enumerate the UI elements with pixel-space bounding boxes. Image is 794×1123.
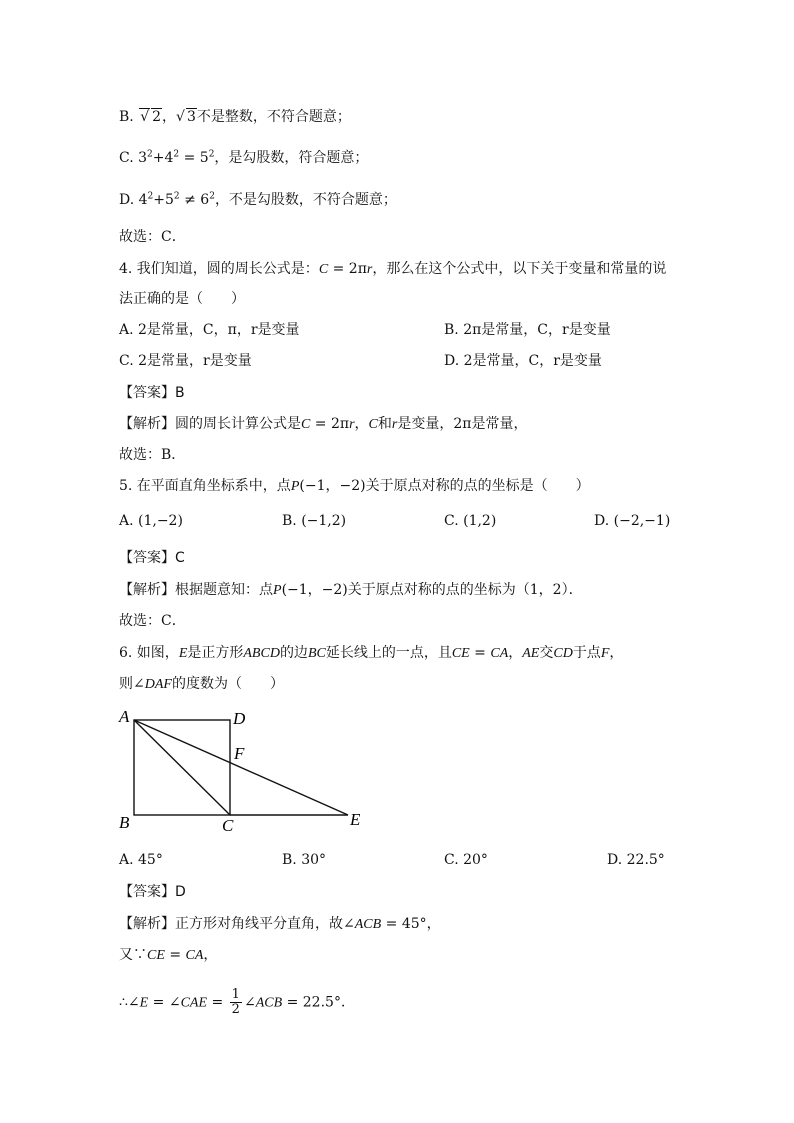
- q4-analysis: 【解析】圆的周长计算公式是C = 2πr，C和r是变量，2π是常量，: [119, 416, 528, 432]
- q4-answer: 【答案】B: [119, 385, 185, 401]
- q6-option-b: B. 30°: [282, 852, 327, 868]
- label-a: A: [119, 707, 130, 726]
- q3-option-c: C. $3^2+4^2 = 5^2$，是勾股数，符合题意；: [119, 149, 369, 166]
- label-e: E: [350, 810, 361, 829]
- q4-option-a: A. 2是常量，C，π，r是变量: [119, 322, 300, 338]
- q5-option-b: B. (−1,2): [282, 513, 347, 529]
- q5-choice: 故选：C．: [119, 613, 186, 629]
- q5-option-d: D. (−2,−1): [594, 513, 671, 529]
- q4-choice: 故选：B．: [119, 447, 186, 463]
- q6-stem-line2: 则∠DAF的度数为（ ）: [119, 676, 284, 692]
- label-b: B: [119, 813, 130, 832]
- q4-option-b: B. 2π是常量，C，r是变量: [444, 322, 611, 338]
- q6-geometry-figure: [110, 700, 380, 840]
- q6-analysis-line3: ∴∠E = ∠CAE = $\frac{1}{2}$ ∠ACB = 22.5°．: [119, 987, 355, 1017]
- q4-option-c: C. 2是常量，r是变量: [119, 353, 252, 369]
- q6-option-d: D. 22.5°: [607, 852, 665, 868]
- q5-stem: 5. 在平面直角坐标系中，点P(−1，−2)关于原点对称的点的坐标是（ ）: [119, 478, 590, 494]
- q3-option-b: B. √ 2，√ 3不是整数，不符合题意；: [119, 109, 351, 125]
- q4-option-d: D. 2是常量，C，r是变量: [444, 353, 602, 369]
- q6-stem-line1: 6. 如图，E是正方形ABCD的边BC延长线上的一点，且CE = CA，AE交CD于点F，: [119, 645, 624, 661]
- q6-analysis-line1: 【解析】正方形对角线平分直角，故∠ACB = 45°，: [119, 916, 441, 932]
- q4-stem-line2: 法正确的是（ ）: [119, 291, 245, 307]
- label-d: D: [233, 709, 246, 728]
- q5-option-a: A. (1,−2): [119, 513, 183, 529]
- q5-answer: 【答案】C: [119, 550, 185, 566]
- segment-ae: [134, 720, 348, 815]
- label-c: C: [222, 816, 234, 835]
- q4-stem-line1: 4. 我们知道，圆的周长公式是：C = 2πr，那么在这个公式中，以下关于变量和常量的说: [119, 261, 667, 277]
- q5-option-c: C. (1,2): [444, 513, 497, 529]
- q6-answer: 【答案】D: [119, 884, 186, 900]
- q6-option-c: C. 20°: [444, 852, 488, 868]
- diagonal-ac: [134, 720, 230, 815]
- q3-option-d: D. $4^2+5^2 \ne 6^2$，不是勾股数，不符合题意；: [119, 191, 397, 208]
- label-f: F: [234, 744, 245, 763]
- q6-option-a: A. 45°: [119, 852, 163, 868]
- q3-choice: 故选：C．: [119, 229, 186, 245]
- q5-analysis: 【解析】根据题意知：点P(−1，−2)关于原点对称的点的坐标为（1，2）．: [119, 582, 583, 598]
- q6-analysis-line2: 又∵CE = CA，: [119, 947, 218, 963]
